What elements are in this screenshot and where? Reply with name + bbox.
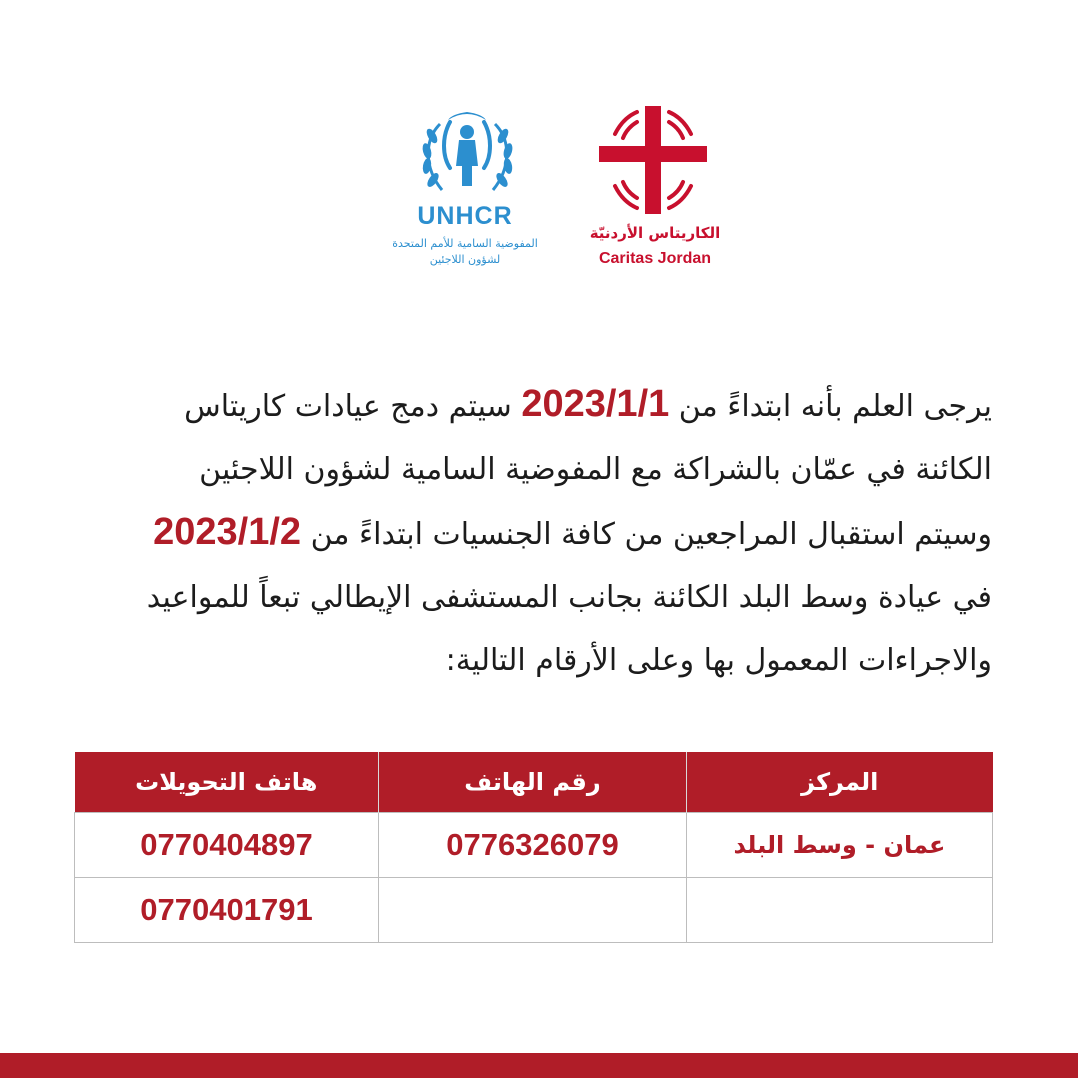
unhcr-arabic-name [375,236,555,268]
start-date-2023-1-2: 2023/1/2 [153,511,302,553]
unhcr-name: UNHCR [417,202,513,230]
table-row [75,878,993,943]
caritas-arabic-name: الكاريتاس الأردنيّة [589,224,721,242]
bottom-accent-bar [0,1053,1078,1078]
notice-line-1-start: يرجى العلم بأنه ابتداءً من [669,389,992,424]
caritas-english-name: Caritas Jordan [598,250,712,267]
unhcr-logo [375,106,560,276]
start-date-2023-1-1: 2023/1/1 [521,383,670,425]
caritas-cross-icon [597,104,709,216]
unhcr-arabic-line2: لشؤون اللاجئين [429,253,501,266]
phone-number [379,878,687,943]
header-center: المركز [687,752,993,813]
unhcr-emblem-icon [410,106,525,206]
notice-line-1-end: سيتم دمج عيادات كاريتاس [184,389,522,424]
center-name: عمان - وسط البلد [687,813,993,878]
notice-line-1 [82,373,992,438]
referrals-phone[interactable]: 0770404897 [75,813,379,878]
center-name [687,878,993,943]
unhcr-arabic-line1: المفوضية السامية للأمم المتحدة [392,237,538,250]
notice-text [82,373,992,692]
table-row [75,813,993,878]
referrals-phone[interactable]: 0770401791 [75,878,379,943]
notice-line-4: في عيادة وسط البلد الكائنة بجانب المستشفى الإيطالي تبعاً للمواعيد [146,580,992,615]
phone-number[interactable]: 0776326079 [379,813,687,878]
contact-table [74,752,993,943]
notice-line-3-start: وسيتم استقبال المراجعين من كافة الجنسيات ابتداءً من [301,517,992,552]
header-phone-number: رقم الهاتف [379,752,687,813]
notice-line-2: الكائنة في عمّان بالشراكة مع المفوضية السامية لشؤون اللاجئين [199,452,992,487]
header-referrals-phone: هاتف التحويلات [75,752,379,813]
table-header-row [75,752,993,813]
notice-line-5: والاجراءات المعمول بها وعلى الأرقام التالية: [445,643,992,678]
notice-line-3 [82,501,992,566]
caritas-logo [585,100,725,275]
logo-header [0,0,1078,300]
